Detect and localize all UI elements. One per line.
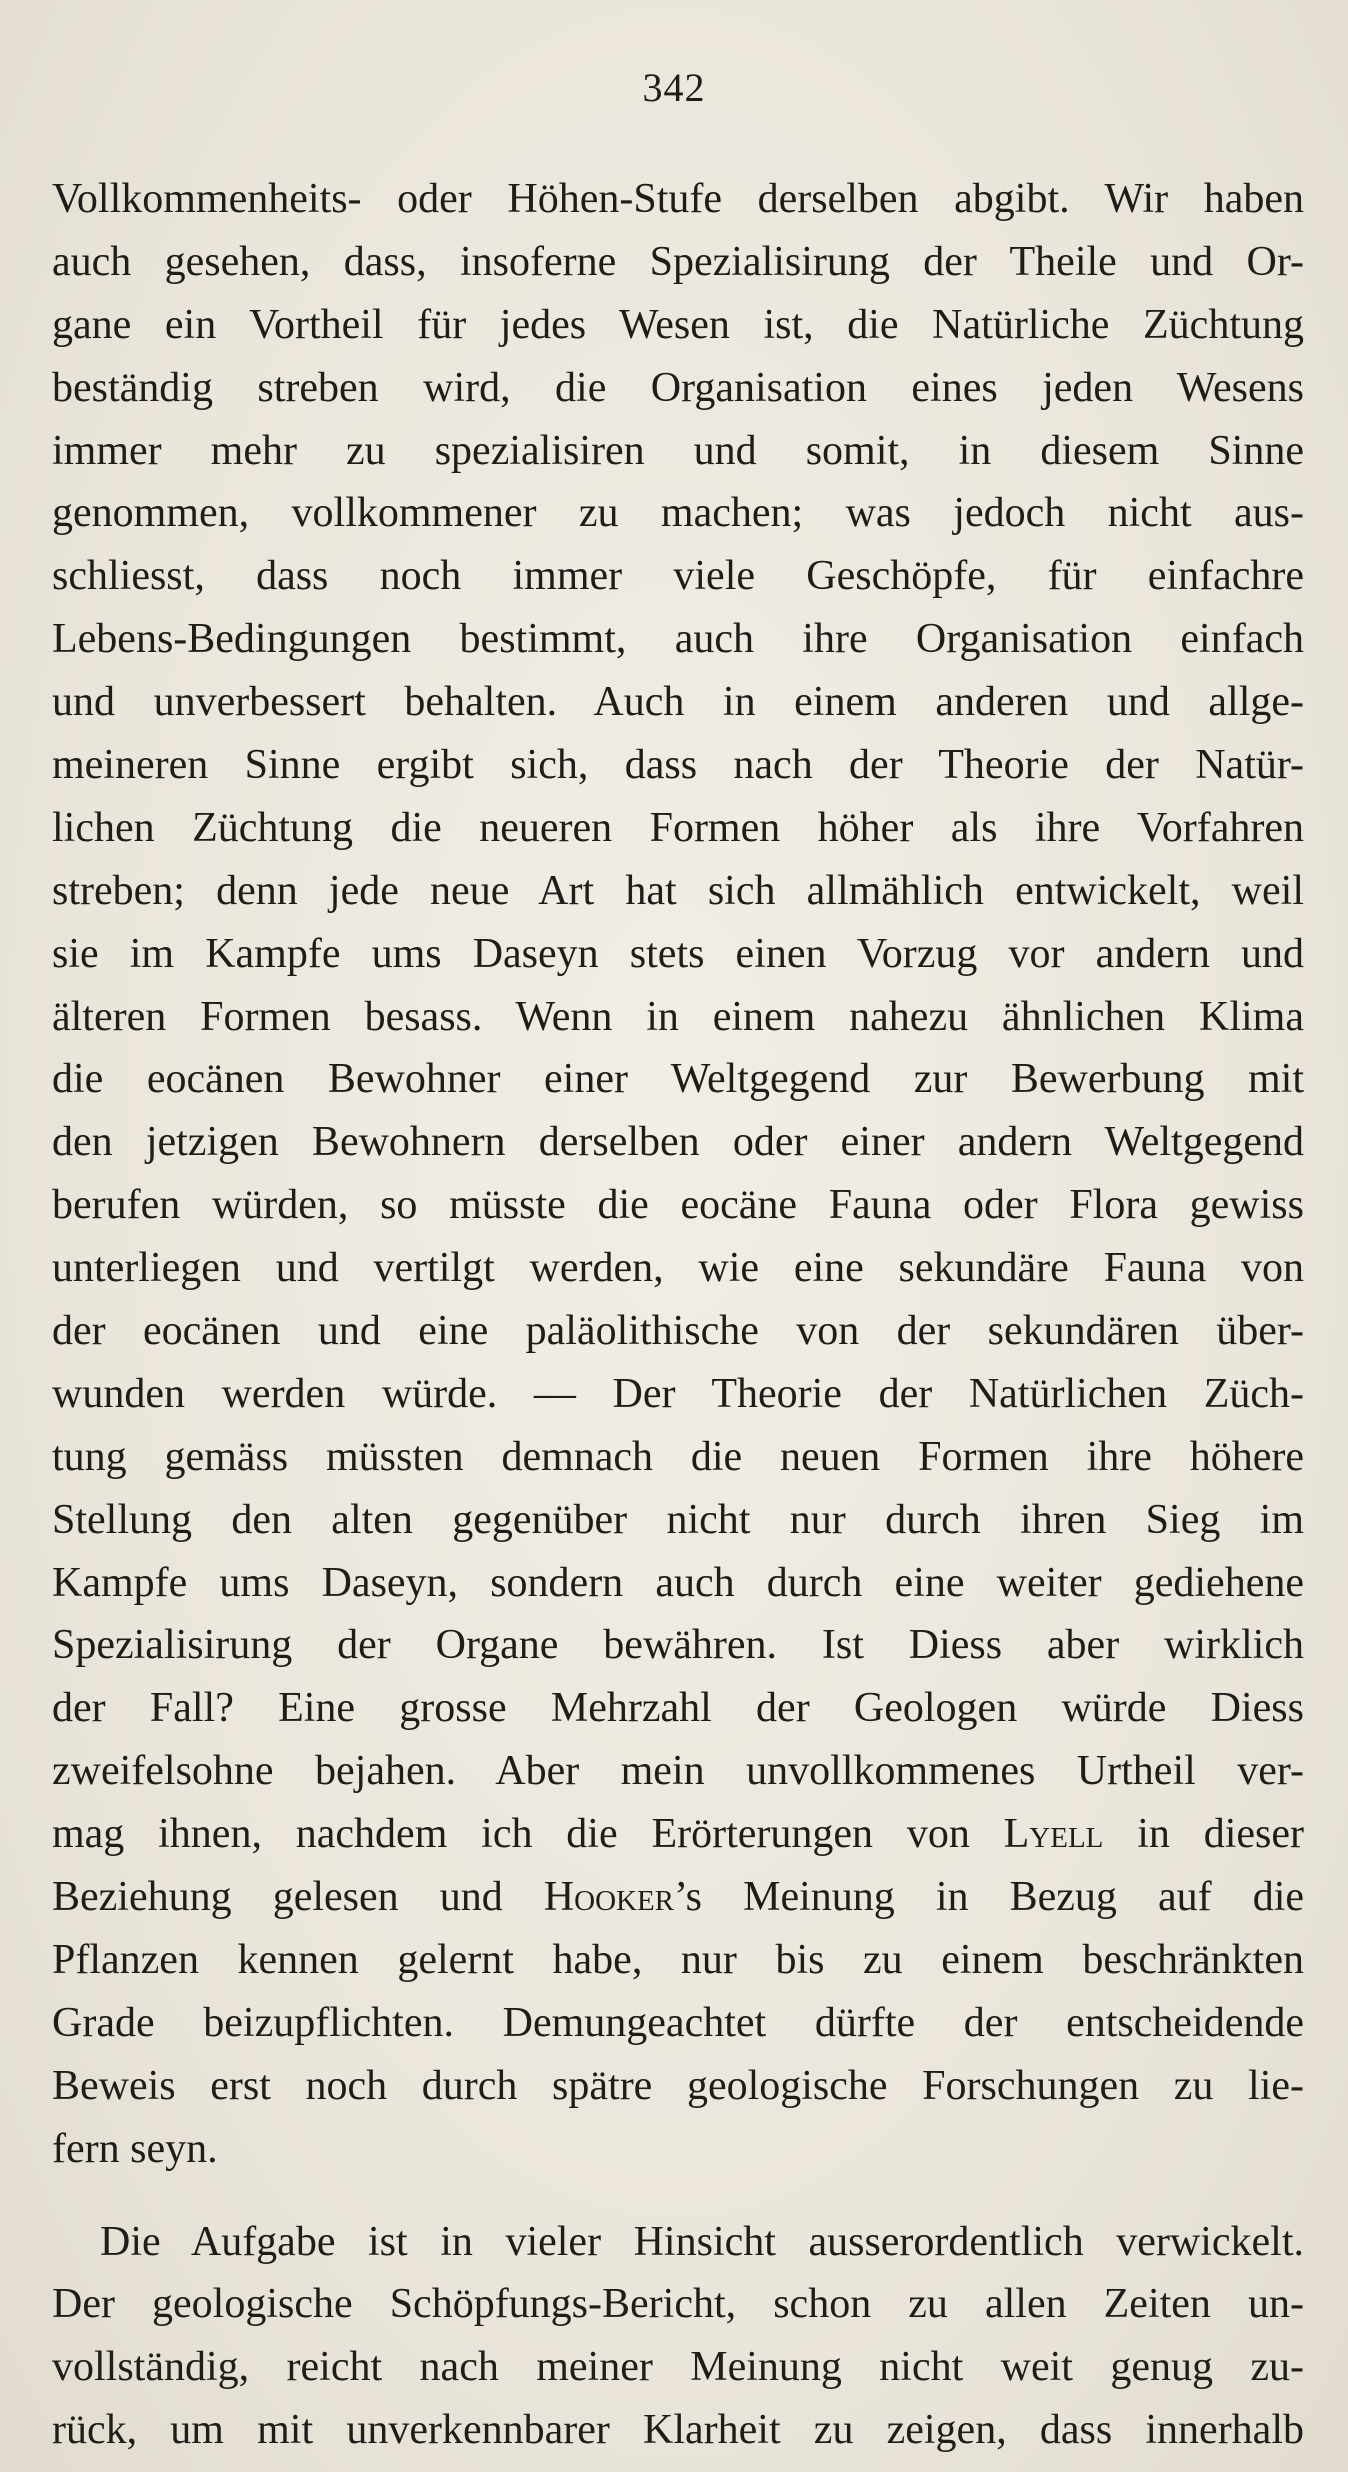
text-line: zweifelsohne bejahen. Aber mein unvollkommenes Urtheil ver- xyxy=(52,1748,1304,1795)
text-line: Kampfe ums Daseyn, sondern auch durch eine weiter gediehene xyxy=(52,1559,1304,1606)
paragraph-spacer xyxy=(52,2181,1304,2211)
text-line: Vollkommenheits- oder Höhen-Stufe derselben abgibt. Wir haben xyxy=(52,176,1304,222)
text-line: auch gesehen, dass, insoferne Spezialisirung der Theile und Or- xyxy=(52,238,1304,285)
text-line: vollständig, reicht nach meiner Meinung nicht weit genug zu- xyxy=(52,2344,1304,2391)
text-line: wunden werden würde. — Der Theorie der Natürlichen Züch- xyxy=(52,1370,1304,1417)
text-line: Spezialisirung der Organe bewähren. Ist Diess aber wirklich xyxy=(52,1622,1304,1669)
page-number: 342 xyxy=(642,65,706,110)
text-line: Der geologische Schöpfungs-Bericht, schon zu allen Zeiten un- xyxy=(52,2281,1304,2328)
text-line: unterliegen und vertilgt werden, wie eine sekundäre Fauna von xyxy=(52,1245,1304,1292)
text-line xyxy=(52,1803,1304,1866)
text-line xyxy=(52,1866,1304,1929)
line-text: ’s Meinung in Bezug auf die xyxy=(674,1874,1304,1921)
text-line: genommen, vollkommener zu machen; was jedoch nicht aus- xyxy=(52,490,1304,537)
line-text: in dieser xyxy=(1103,1811,1305,1858)
text-line: Grade beizupflichten. Demungeachtet dürfte der entscheidende xyxy=(52,1999,1304,2046)
text-line: schliesst, dass noch immer viele Geschöpfe, für einfachre xyxy=(52,553,1304,600)
paragraph-2 xyxy=(52,2211,1304,2463)
text-line: immer mehr zu spezialisiren und somit, in diesem Sinne xyxy=(52,427,1304,474)
text-line: lichen Züchtung die neueren Formen höher als ihre Vorfahren xyxy=(52,804,1304,851)
text-line: beständig streben wird, die Organisation eines jeden Wesens xyxy=(52,364,1304,411)
text-line: Lebens-Bedingungen bestimmt, auch ihre Organisation einfach xyxy=(52,616,1304,663)
text-line: der eocänen und eine paläolithische von der sekundären über- xyxy=(52,1308,1304,1355)
text-line: Pflanzen kennen gelernt habe, nur bis zu einem beschränkten xyxy=(52,1936,1304,1983)
text-line: und unverbessert behalten. Auch in einem anderen und allge- xyxy=(52,679,1304,726)
text-line: Beweis erst noch durch spätre geologische Forschungen zu lie- xyxy=(52,2062,1304,2109)
text-line: den jetzigen Bewohnern derselben oder einer andern Weltgegend xyxy=(52,1119,1304,1166)
text-line: streben; denn jede neue Art hat sich allmählich entwickelt, weil xyxy=(52,867,1304,914)
text-line: gane ein Vortheil für jedes Wesen ist, die Natürliche Züchtung xyxy=(52,301,1304,348)
text-line: älteren Formen besass. Wenn in einem nahezu ähnlichen Klima xyxy=(52,993,1304,1040)
paragraph-1 xyxy=(52,168,1304,2181)
text-line: meineren Sinne ergibt sich, dass nach der Theorie der Natür- xyxy=(52,742,1304,789)
text-line: berufen würden, so müsste die eocäne Fauna oder Flora gewiss xyxy=(52,1182,1304,1229)
line-text: Beziehung gelesen und xyxy=(52,1874,544,1921)
text-line: die eocänen Bewohner einer Weltgegend zur Bewerbung mit xyxy=(52,1056,1304,1103)
author-name: Hooker xyxy=(543,1874,675,1921)
author-name: Lyell xyxy=(1003,1811,1104,1858)
text-line: tung gemäss müssten demnach die neuen Formen ihre höhere xyxy=(52,1433,1304,1480)
text-line: fern seyn. xyxy=(52,2125,218,2172)
text-line: der Fall? Eine grosse Mehrzahl der Geologen würde Diess xyxy=(52,1685,1304,1732)
body-text xyxy=(52,168,1304,2462)
line-text: mag ihnen, nachdem ich die Erörterungen von xyxy=(52,1811,1004,1858)
text-line: Die Aufgabe ist in vieler Hinsicht ausserordentlich verwickelt. xyxy=(100,2218,1304,2265)
text-line: Stellung den alten gegenüber nicht nur durch ihren Sieg im xyxy=(52,1496,1304,1543)
text-line: rück, um mit unverkennbarer Klarheit zu zeigen, dass innerhalb xyxy=(52,2407,1304,2454)
text-line: sie im Kampfe ums Daseyn stets einen Vorzug vor andern und xyxy=(52,930,1304,977)
